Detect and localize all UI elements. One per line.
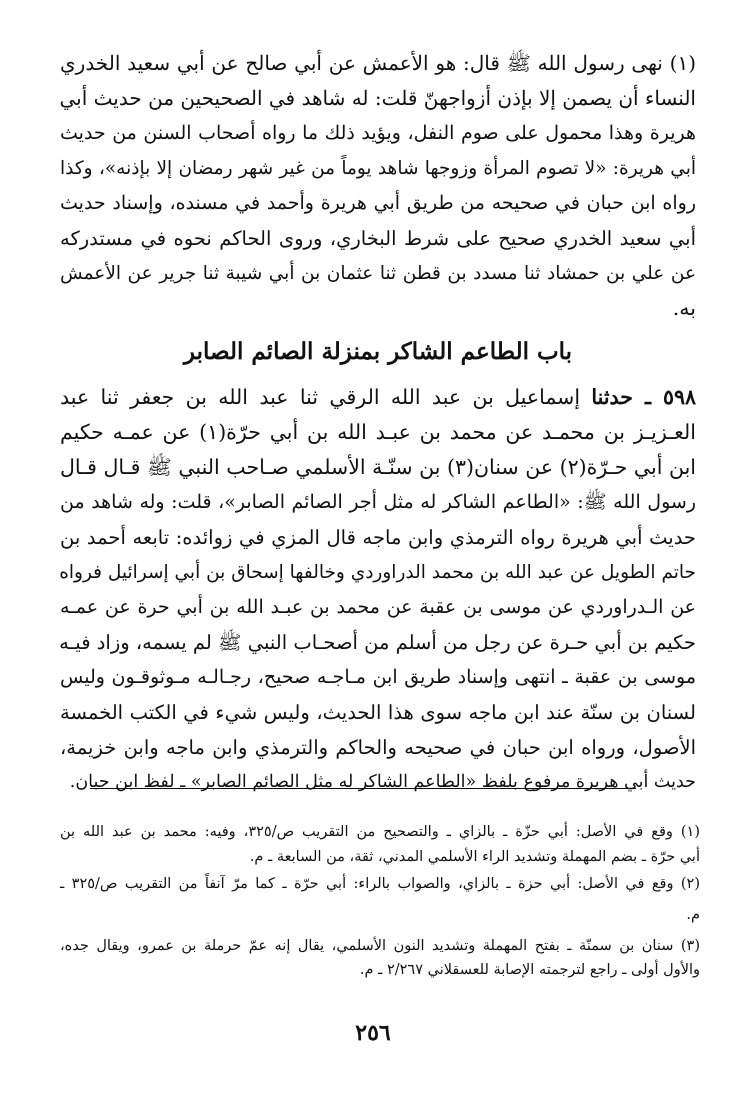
paragraph-2 [60, 380, 696, 800]
paragraph-1 [60, 46, 696, 326]
text-line: رواه ابن حبان في صحيحه من طريق أبي هريرة وأحمد في مسنده، وإسناد حديث [60, 192, 696, 214]
footnote-3-line-2: والأول أولى ـ راجع لترجمته الإصابة للعسقلاني ٢/٢٦٧ ـ م. [359, 962, 700, 978]
section-heading: باب الطاعم الشاكر بمنزلة الصائم الصابر [183, 338, 573, 365]
hadith-first-line [60, 380, 696, 415]
footnote-1-line-1: (١) وقع في الأصل: أبي حزّة ـ بالزاي ـ والتصحيح من التقريب ص/٣٢٥، وفيه: محمد بن عبد الله بن [60, 824, 701, 840]
footnote-divider [90, 788, 636, 789]
text-line: حديث أبي هريرة رواه الترمذي وابن ماجه قال المزي في زوائده: تابعه أحمد بن [60, 526, 696, 549]
text-line: أبي سعيد الخدري صحيح على شرط البخاري، وروى الحاكم نحوه في مستدركه [60, 227, 696, 250]
text-line: حاتم الطويل عن عبد الله بن محمد الدراوردي وخالفها إسحاق بن أبي إسرائيل فرواه [59, 562, 696, 583]
text-line: هريرة وهذا محمول على صوم النفل، ويؤيد ذلك ما رواه أصحاب السنن من حديث [60, 122, 696, 144]
text-line: حكيم بن أبي حـرة عن رجل من أسلم من أصحـاب النبي ﷺ لم يسمه، وزاد فيـه [59, 631, 696, 654]
text-line: العـزيـز بن محمـد عن محمد بن عبـد الله بن أبي حرّة(١) عن عمـه حكيم [60, 420, 696, 444]
text-line: النساء أن يصمن إلا بإذن أزواجهنّ قلت: له شاهد في الصحيحين من حديث أبي [59, 86, 696, 110]
text-line: حديث أبي هريرة مرفوع بلفظ «الطاعم الشاكر له مثل الصائم الصابر» ـ لفظ ابن حبان. [69, 772, 696, 792]
hadith-first-line-text: إسماعيل بن عبد الله الرقي ثنا عبد الله بن جعفر ثنا عبد [60, 385, 581, 409]
footnote-1-line-2: أبي حرّة ـ بضم المهملة وتشديد الراء الأسلمي المدني، ثقة، من السابعة ـ م. [249, 849, 700, 865]
page-number: ٢٥٦ [355, 1020, 391, 1046]
footnote-2-line-2: م. [686, 907, 700, 923]
text-line: الأصول، ورواه ابن حبان في صحيحه والحاكم والترمذي وابن ماجه وابن خزيمة، [60, 736, 696, 759]
text-line: لسنان بن سنّة عند ابن ماجه سوى هذا الحديث، وليس شيء في الكتب الخمسة [60, 701, 696, 724]
text-line: رسول الله ﷺ: «الطاعم الشاكر له مثل أجر الصائم الصابر»، قلت: وله شاهد من [60, 491, 696, 513]
text-line: (١) نهى رسول الله ﷺ قال: هو الأعمش عن أبي صالح عن أبي سعيد الخدري [60, 51, 696, 75]
text-line: عن الـدراوردي عن موسى بن عقبة عن محمد بن عبـد الله بن أبي حرة عن عمـه [60, 596, 696, 618]
footnote-2-line-1: (٢) وقع في الأصل: أبي حزة ـ بالزاي، والصواب بالراء: أبي حرّة ـ كما مرّ آنفاً من التقريب ص/٣٢٥ ـ [60, 876, 701, 892]
main-text [60, 46, 696, 800]
footnote-3-line-1: (٣) سنان بن سمنّة ـ بفتح المهملة وتشديد النون الأسلمي، يقال إنه عمّ حرملة بن عمرو، ويقال جده، [60, 938, 700, 954]
text-line: عن علي بن حمشاد ثنا مسدد بن قطن ثنا عثمان بن أبي شيبة ثنا جرير عن الأعمش [60, 263, 696, 284]
hadith-number: ٥٩٨ ـ حدثنا [591, 385, 696, 409]
text-line: به. [672, 296, 696, 320]
text-line: ابن أبي حـرّة(٢) عن سنان(٣) بن سنّـة الأسلمي صـاحب النبي ﷺ قـال قـال [60, 455, 696, 479]
text-line: أبي هريرة: «لا تصوم المرأة وزوجها شاهد يوماً من غير شهر رمضان إلا بإذنه»، وكذا [60, 158, 696, 179]
text-line: موسى بن عقبة ـ انتهى وإسناد طريق ابن مـاجـه صحيح، رجـالـه مـوثوقـون وليس [60, 666, 696, 688]
